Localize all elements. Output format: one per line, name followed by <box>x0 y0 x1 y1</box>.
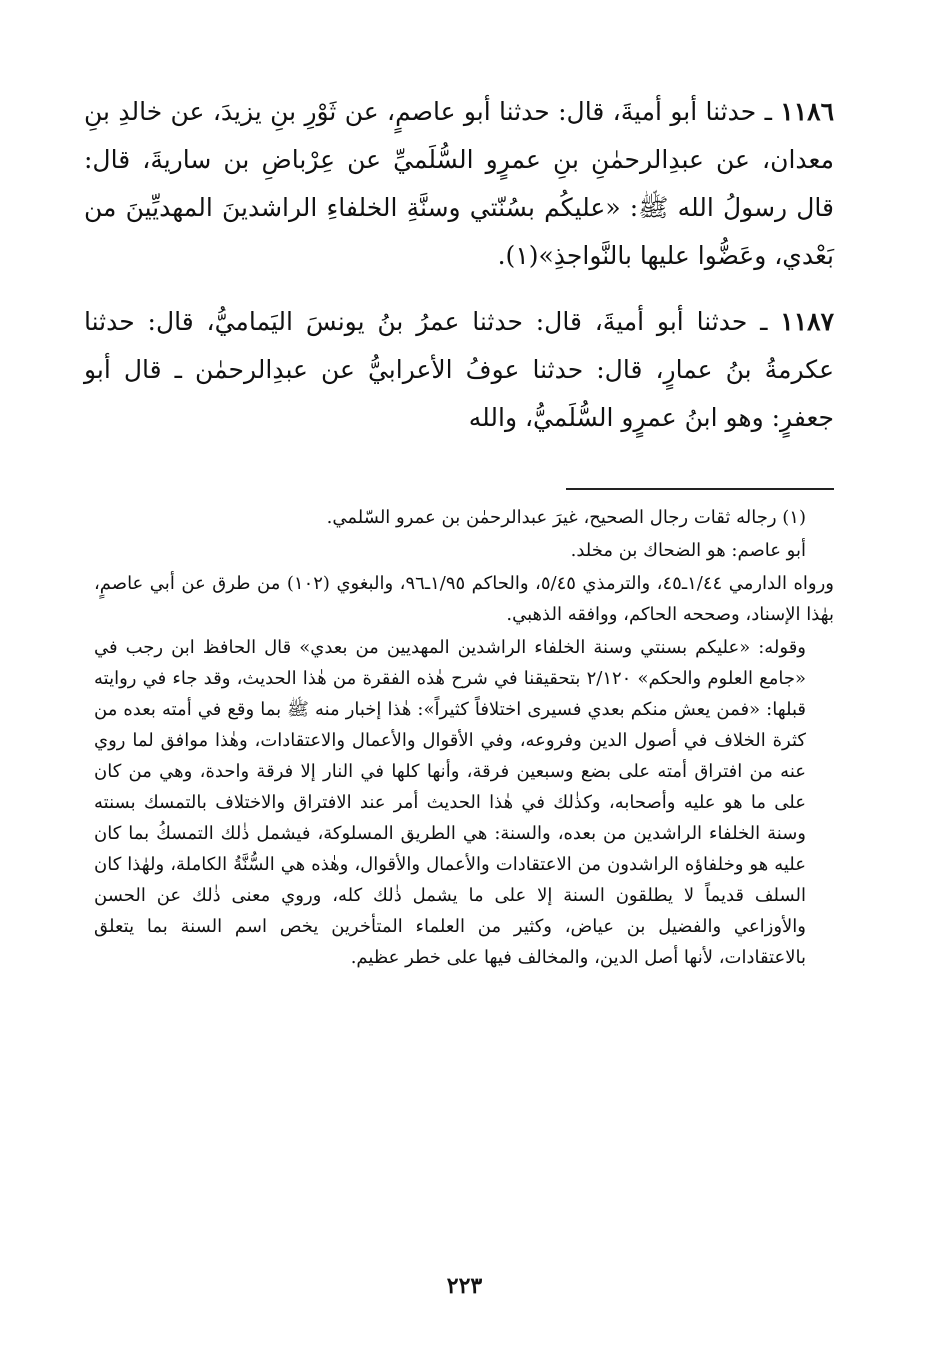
footnote-sources: ورواه الدارمي ١/٤٤ـ٤٥، والترمذي ٥/٤٥، والحاكم ١/٩٥ـ٩٦، والبغوي (١٠٢) من طرق عن أبي عاصمٍ، بهٰذا الإسناد، وصححه الحاكم، ووافقه الذهبي. <box>94 573 834 625</box>
footnotes <box>94 502 834 975</box>
hadith-1187 <box>84 298 834 442</box>
main-text <box>84 88 834 460</box>
hadith-text: ـ حدثنا أبو أميةَ، قال: حدثنا عمرُ بنُ يونسَ اليَماميُّ، قال: حدثنا عكرمةُ بنُ عمارٍ، قال: حدثنا عوفُ الأعرابيُّ عن عبدِالرحمٰن ـ قال أبو جعفرٍ: وهو ابنُ عمرٍو السُّلَميُّ، والله <box>84 307 834 432</box>
hadith-number: ١١٨٧ <box>780 307 834 336</box>
hadith-1186 <box>84 88 834 280</box>
footnote-divider <box>566 488 834 490</box>
footnote-1: (١) رجاله ثقات رجال الصحيح، غيرَ عبدالرحمٰن بن عمرو السّلمي. <box>326 507 806 528</box>
footnote-narrator-note: أبو عاصم: هو الضحاك بن مخلد. <box>570 540 806 561</box>
hadith-text: ـ حدثنا أبو أميةَ، قال: حدثنا أبو عاصمٍ، عن ثَوْرِ بنِ يزيدَ، عن خالدِ بنِ معدان، عن عبدِالرحمٰنِ بنِ عمرٍو السُّلَميِّ عن عِرْباضِ بن ساريةَ، قال: قال رسولُ الله ﷺ: «عليكُم بسُنّتي وسنَّةِ الخلفاءِ الراشدينَ المهديِّينَ من بَعْدي، وعَضُّوا عليها بالنَّواجذِ»(١). <box>84 97 834 270</box>
page-number: ٢٢٣ <box>446 1273 483 1299</box>
hadith-number: ١١٨٦ <box>780 97 834 126</box>
footnote-commentary: وقوله: «عليكم بسنتي وسنة الخلفاء الراشدين المهديين من بعدي» قال الحافظ ابن رجب في «جامع العلوم والحكم» ٢/١٢٠ بتحقيقنا في شرح هٰذه الفقرة من هٰذا الحديث، وقد جاء في روايته قبلها: «فمن يعش منكم بعدي فسيرى اختلافاً كثيراً»: هٰذا إخبار منه ﷺ بما وقع في أمته بعده من كثرة الخلاف في أصول الدين وفروعه، وفي الأقوال والأعمال والاعتقادات، وهٰذا موافق لما روي عنه من افتراق أمته على بضع وسبعين فرقة، وأنها كلها في النار إلا فرقة واحدة، وهي من كان على ما هو عليه وأصحابه، وكذٰلك في هٰذا الحديث أمر عند الافتراق والاختلاف بالتمسك بسنته وسنة الخلفاء الراشدين من بعده، والسنة: هي الطريق المسلوكة، فيشمل ذٰلك التمسكُ بما كان عليه هو وخلفاؤه الراشدون من الاعتقادات والأعمال والأقوال، وهٰذه هي السُّنَّةُ الكاملة، ولهٰذا كان السلف قديماً لا يطلقون السنة إلا على ما يشمل ذٰلك كله، وروي معنى ذٰلك عن الحسن والأوزاعي والفضيل بن عياض، وكثير من العلماء المتأخرين يخص اسم السنة بما يتعلق بالاعتقادات، لأنها أصل الدين، والمخالف فيها على خطر عظيم. <box>94 637 807 968</box>
